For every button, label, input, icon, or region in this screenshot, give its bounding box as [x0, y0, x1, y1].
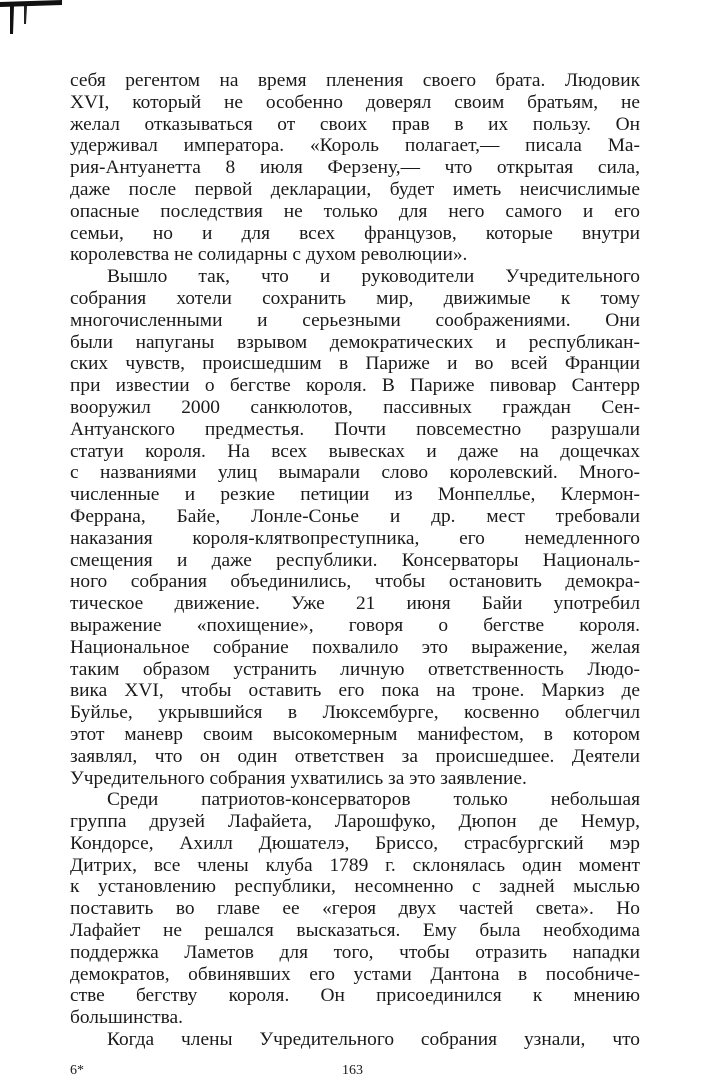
- text-line: статуи короля. На всех вывесках и даже на дощечках: [70, 440, 640, 462]
- page-body-text: [70, 70, 640, 1051]
- text-line: Дитрих, все члены клуба 1789 г. склонялась один момент: [70, 854, 640, 876]
- text-line: собрания хотели сохранить мир, движимые к тому: [70, 287, 640, 309]
- text-line: королевства не солидарны с духом революции».: [70, 244, 468, 266]
- text-line: этот маневр своим высокомерным манифестом, в котором: [70, 723, 640, 745]
- text-line: себя регентом на время пленения своего брата. Людовик: [70, 70, 640, 91]
- text-line: Феррана, Байе, Лонле-Сонье и др. мест требовали: [70, 505, 640, 527]
- text-line: семьи, но и для всех французов, которые внутри: [70, 222, 640, 244]
- text-line: смещения и даже республики. Консерваторы Националь-: [70, 549, 640, 571]
- text-line: Когда члены Учредительного собрания узнали, что: [107, 1029, 640, 1051]
- text-line: были напуганы взрывом демократических и республикан-: [70, 331, 640, 353]
- text-line: таким образом устранить личную ответственность Людо-: [70, 658, 640, 680]
- text-line: при известии о бегстве короля. В Париже пивовар Сантерр: [70, 375, 640, 397]
- text-line: поставить во главе ее «героя двух частей света». Но: [70, 898, 640, 920]
- text-line: вика XVI, чтобы оставить его пока на троне. Маркиз де: [70, 680, 640, 702]
- text-line: выражение «похищение», говоря о бегстве короля.: [70, 614, 640, 636]
- text-line: демократов, обвинявших его устами Дантона в пособниче-: [70, 963, 640, 985]
- text-line: Национальное собрание похвалило это выражение, желая: [70, 636, 640, 658]
- page-corner-mark: [0, 0, 70, 40]
- text-line: опасные последствия не только для него самого и его: [70, 200, 640, 222]
- text-line: Кондорсе, Ахилл Дюшателэ, Бриссо, страсбургский мэр: [70, 832, 640, 854]
- text-line: ских чувств, происшедшим в Париже и во всей Франции: [70, 353, 640, 375]
- text-line: Антуанского предместья. Почти повсеместно разрушали: [70, 418, 640, 440]
- text-line: ного собрания объединились, чтобы остановить демокра-: [70, 571, 640, 593]
- text-line: XVI, который не особенно доверял своим братьям, не: [70, 91, 640, 113]
- text-line: Среди патриотов-консерваторов только небольшая: [107, 789, 640, 811]
- text-line: численные и резкие петиции из Монпеллье, Клермон-: [70, 484, 640, 506]
- signature-mark: 6*: [70, 1063, 84, 1078]
- text-line: к установлению республики, несомненно с задней мыслью: [70, 876, 640, 898]
- page-number: 163: [342, 1063, 363, 1078]
- text-line: стве бегству короля. Он присоединился к мнению: [70, 985, 640, 1007]
- text-line: рия-Антуанетта 8 июля Ферзену,— что открытая сила,: [70, 157, 640, 179]
- text-line: группа друзей Лафайета, Ларошфуко, Дюпон де Немур,: [70, 811, 640, 833]
- page-footer: [70, 1063, 640, 1083]
- text-line: вооружил 2000 санкюлотов, пассивных граждан Сен-: [70, 396, 640, 418]
- text-line: тическое движение. Уже 21 июня Байи употребил: [70, 593, 640, 615]
- text-line: Вышло так, что и руководители Учредительного: [107, 266, 640, 288]
- text-line: заявлял, что он один ответствен за происшедшее. Деятели: [70, 745, 640, 767]
- text-line: Лафайет не решался высказаться. Ему была необходима: [70, 920, 640, 942]
- text-line: даже после первой декларации, будет иметь неисчислимые: [70, 178, 640, 200]
- text-line: большинства.: [70, 1007, 183, 1029]
- text-line: наказания короля-клятвопреступника, его немедленного: [70, 527, 640, 549]
- text-line: Учредительного собрания ухватились за это заявление.: [70, 767, 527, 789]
- text-line: многочисленными и серьезными соображениями. Они: [70, 309, 640, 331]
- text-line: поддержка Ламетов для того, чтобы отразить нападки: [70, 941, 640, 963]
- text-line: удерживал императора. «Король полагает,— писала Ма-: [70, 135, 640, 157]
- text-line: желал отказываться от своих прав в их пользу. Он: [70, 113, 640, 135]
- text-line: с названиями улиц вымарали слово королевский. Много-: [70, 462, 640, 484]
- text-line: Буйлье, укрывшийся в Люксембурге, косвенно облегчил: [70, 702, 640, 724]
